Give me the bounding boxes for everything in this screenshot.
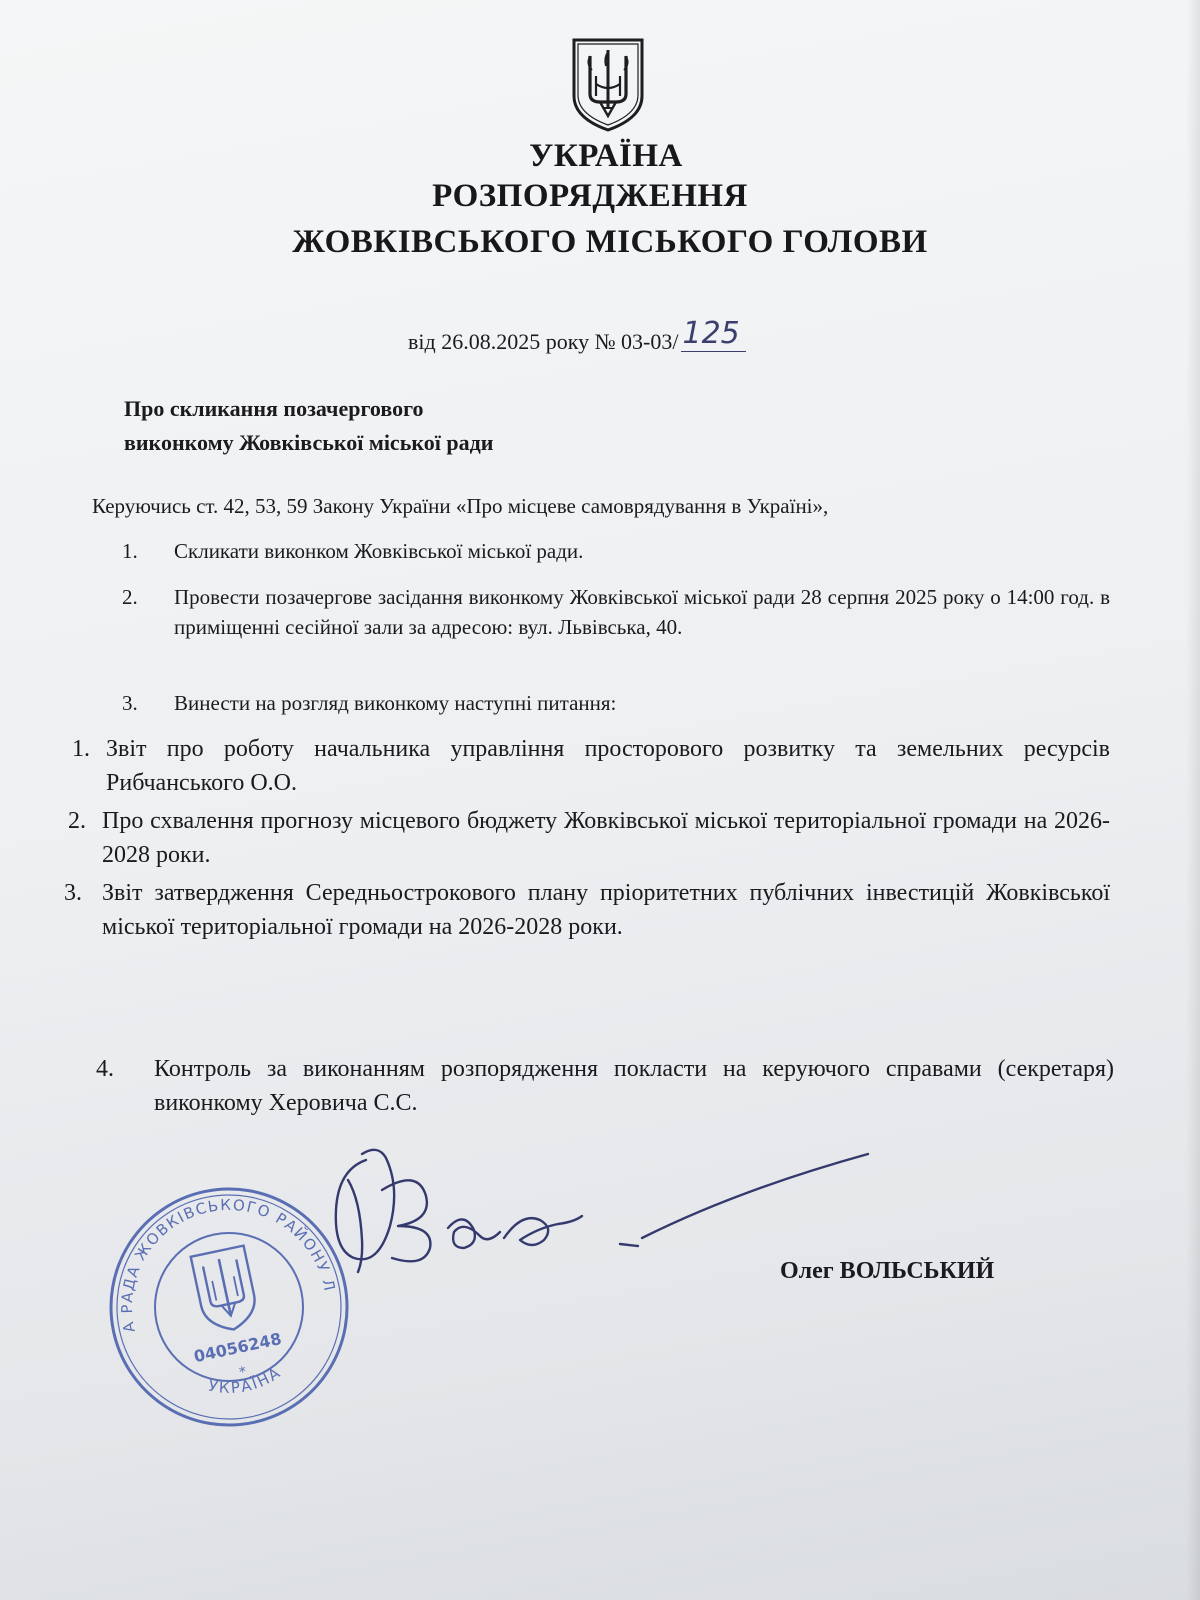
seal-outer-text: МІСЬКА РАДА ЖОВКІВСЬКОГО РАЙОНУ ЛЬВІВСЬКОЇ: [117, 1195, 339, 1335]
agenda-number: 2.: [68, 808, 86, 834]
subject-line-1: Про скликання позачергового: [124, 396, 424, 421]
agenda-text: Про схвалення прогнозу місцевого бюджету Жовківської міської територіальної громади на 2026-2028 роки.: [102, 808, 1110, 868]
list-item: [122, 688, 1102, 720]
item-text: Провести позачергове засідання виконкому Жовківської міської ради 28 серпня 2025 року о 14:00 год. в приміщенні сесійної зали за адресою: вул. Львівська, 40.: [174, 585, 1110, 639]
item-number: 2.: [122, 585, 138, 609]
agenda-number: 3.: [64, 880, 82, 906]
subject-title: [124, 392, 493, 460]
list-item: [96, 1052, 1116, 1124]
agenda-text: Звіт затвердження Середньострокового плану пріоритетних публічних інвестицій Жовківської міської територіальної громади на 2026-2028 роки.: [102, 880, 1110, 940]
date-printed: від 26.08.2025 року № 03-03/: [408, 329, 679, 354]
item-text: Винести на розгляд виконкому наступні питання:: [174, 691, 617, 715]
preamble: Керуючись ст. 42, 53, 59 Закону України «Про місцеве самоврядування в Україні»,: [92, 494, 829, 518]
item-number: 3.: [122, 691, 138, 715]
handwritten-number: 125: [681, 316, 746, 352]
agenda-number: 1.: [72, 736, 90, 762]
date-number-line: [408, 316, 746, 357]
svg-text:ЖОВКІВСЬКА МІСЬКА РАДА ЖОВКІВС: [104, 1182, 339, 1341]
list-item: [122, 582, 1112, 676]
item-text: Скликати виконком Жовківської міської ради.: [174, 539, 584, 563]
agenda-text: Звіт про роботу начальника управління просторового розвитку та земельних ресурсів Рибчанського О.О.: [106, 736, 1110, 796]
item-number: 1.: [122, 539, 138, 563]
country-heading: УКРАЇНА: [529, 138, 683, 174]
subject-line-2: виконкому Жовківської міської ради: [124, 430, 494, 455]
list-item: [122, 536, 1102, 568]
svg-text:*: *: [237, 1363, 249, 1382]
trident-coat-of-arms-icon: [570, 36, 646, 132]
signer-name: Олег ВОЛЬСЬКИЙ: [780, 1258, 995, 1284]
item-number: 4.: [96, 1056, 114, 1082]
item-text: Контроль за виконанням розпорядження покласти на керуючого справами (секретаря) виконкому Херовича С.С.: [154, 1056, 1114, 1116]
agenda-item: [72, 732, 1112, 802]
document-type-heading: РОЗПОРЯДЖЕННЯ: [432, 178, 748, 214]
seal-code: 04056248: [192, 1329, 284, 1367]
seal-bottom-text: УКРАЇНА: [206, 1362, 285, 1398]
authority-heading: ЖОВКІВСЬКОГО МІСЬКОГО ГОЛОВИ: [292, 224, 928, 260]
agenda-item: [68, 804, 1112, 874]
agenda-item: [64, 876, 1112, 946]
